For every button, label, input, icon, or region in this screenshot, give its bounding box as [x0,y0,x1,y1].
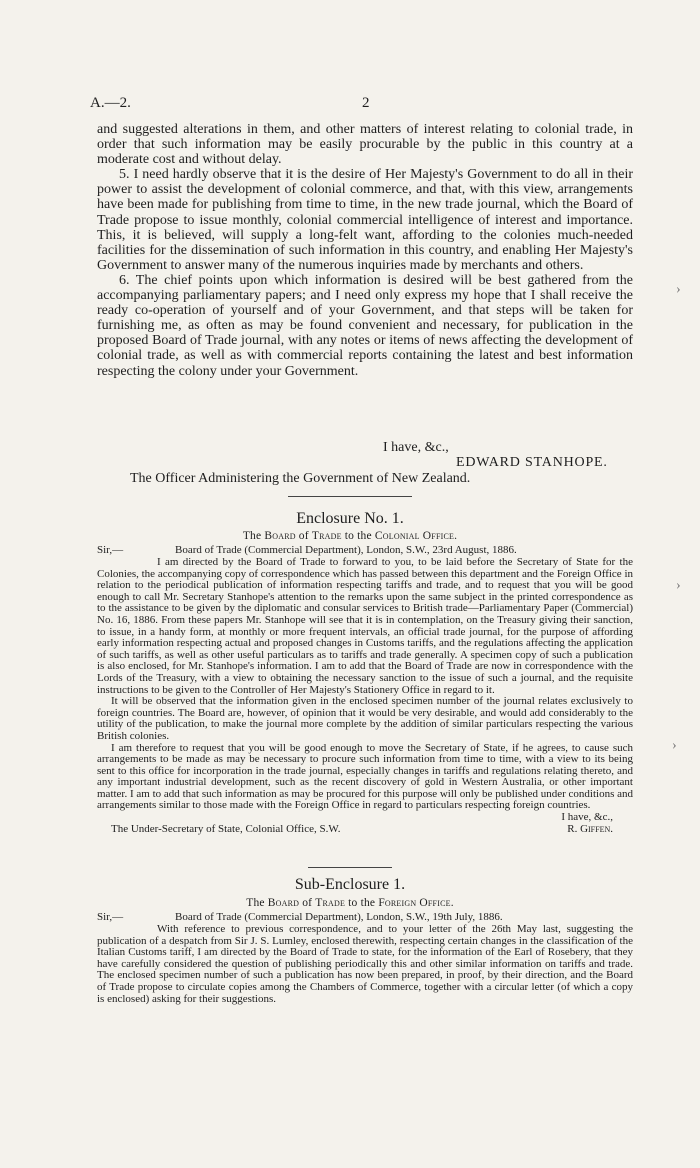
sub-enclosure-letter [97,912,633,1005]
letter-paragraph: I am therefore to request that you will be good enough to move the Secretary of State, if he agrees, to cause such arrangements to be made as may be necessary to procure such information from time to time, with a view to its being sent to this office for incorporation in the trade journal, especially changes in tariffs and regulations relating thereto, and any important industrial development, such as the recent discovery of gold in Western Australia, or other important matter. I am to add that such information as may be procured for this purpose will only be published under conditions and arrangements similar to those made with the Foreign Office in regard to particulars respecting foreign countries. [97,741,633,812]
despatch-paragraph: and suggested alterations in them, and other matters of interest relating to colonial trade, in order that such information may be easily procurable by the public in this country at a moderate cost and without delay. [97,122,633,168]
despatch-signature: EDWARD STANHOPE. [456,455,608,470]
despatch-paragraph: 5. I need hardly observe that it is the desire of Her Majesty's Government to do all in their power to assist the development of colonial commerce, and that, with this view, arrangements have been made for publishing from time to time, in the new trade journal, which the Board of Trade propose to issue monthly, colonial commercial intelligence of interest and importance. This, it is believed, will supply a long-felt want, affording to the colonies much-needed facilities for the dissemination of such information in this country, and enabling Her Majesty's Government to answer many of the numerous inquiries made by merchants and others. [97,167,633,273]
margin-mark: › [672,738,677,753]
letter-address-date: Board of Trade (Commercial Department), London, S.W., 19th July, 1886. [175,911,503,923]
section-rule [308,867,392,868]
despatch-addressee: The Officer Administering the Government of New Zealand. [130,471,471,486]
page-header [90,95,630,115]
salutation: Sir,— [97,544,124,556]
margin-mark: › [676,282,681,297]
sub-enclosure-title: Sub-Enclosure 1. [294,876,406,893]
section-rule [288,496,412,497]
letter-paragraph: With reference to previous correspondence, and to your letter of the 26th May last, suggesting the publication of a despatch from Sir J. S. Lumley, enclosed therewith, respecting certain changes in the classification of the Italian Customs tariff, I am directed by the Board of Trade to state, for the information of the Earl of Rosebery, that they have carefully considered the question of publishing periodically this and other similar information on tariffs and trade. The enclosed specimen number of such a publication has now been prepared, in proof, by their direction, and the Board of Trade propose to circulate copies among the Chambers of Commerce, together with a circular letter (of which a copy is enclosed) asking for their suggestions. [97,923,633,1005]
letter-addressee: The Under-Secretary of State, Colonial Office, S.W. [111,823,341,836]
paper-reference: A.—2. [90,95,131,111]
enclosure-subtitle: The Board of Trade to the Colonial Office. [242,530,458,542]
page-number: 2 [362,95,370,111]
letter-signature: R. Giffen. [567,823,613,836]
despatch-closing: I have, &c., [383,440,449,455]
letter-paragraph: I am directed by the Board of Trade to forward to you, to be laid before the Secretary of State for the Colonies, the accompanying copy of correspondence which has passed between this department and the Foreign Office in relation to the periodical publication of information respecting tariffs and trade, and to request that you will be good enough to call Mr. Secretary Stanhope's attention to the remarks upon the same subject in the printed correspondence as to the assistance to be given by the diplomatic and consular services to British trade—Parliamentary Paper (Commercial) No. 16, 1886. From these papers Mr. Stanhope will see that it is in contemplation, on the Treasury giving their sanction, to issue, in a handy form, at monthly or more frequent intervals, an official trade journal, for the purpose of affording early information respecting actual and proposed changes in Customs tariffs, and the regulations affecting the application of such tariffs, as well as other useful particulars as to tariffs and trade generally. A specimen copy of such a publication is also enclosed, for Mr. Stanhope's information. I am to add that the Board of Trade are now in correspondence with the Lords of the Treasury, with a view to obtaining the necessary sanction to the issue of such a journal, and the requisite instructions to be given to the Controller of Her Majesty's Stationery Office in regard to it. [97,556,633,696]
enclosure-title: Enclosure No. 1. [296,510,404,527]
sub-enclosure-subtitle: The Board of Trade to the Foreign Office. [246,897,454,909]
despatch-body [97,122,633,379]
enclosure-letter [97,545,633,836]
letter-address-date: Board of Trade (Commercial Department), London, S.W., 23rd August, 1886. [175,544,517,556]
despatch-paragraph: 6. The chief points upon which information is desired will be best gathered from the accompanying parliamentary papers; and I need only express my hope that I shall receive the ready co-operation of yourself and of your Government, and that steps will be taken for furnishing me, as often as may be found convenient and necessary, for publication in the proposed Board of Trade journal, with any notes or items of news affecting the development of colonial trade, as well as with commercial reports containing the latest and best information respecting the colony under your Government. [97,272,633,379]
salutation: Sir,— [97,911,124,923]
letter-paragraph: It will be observed that the information given in the enclosed specimen number of the journal relates exclusively to foreign countries. The Board are, however, of opinion that it would be very desirable, and would add considerably to the utility of the publication, to make the journal more complete by the addition of similar particulars respecting the various British colonies. [97,695,633,742]
margin-mark: › [676,578,681,593]
letter-closing: I have, &c., [561,811,613,824]
